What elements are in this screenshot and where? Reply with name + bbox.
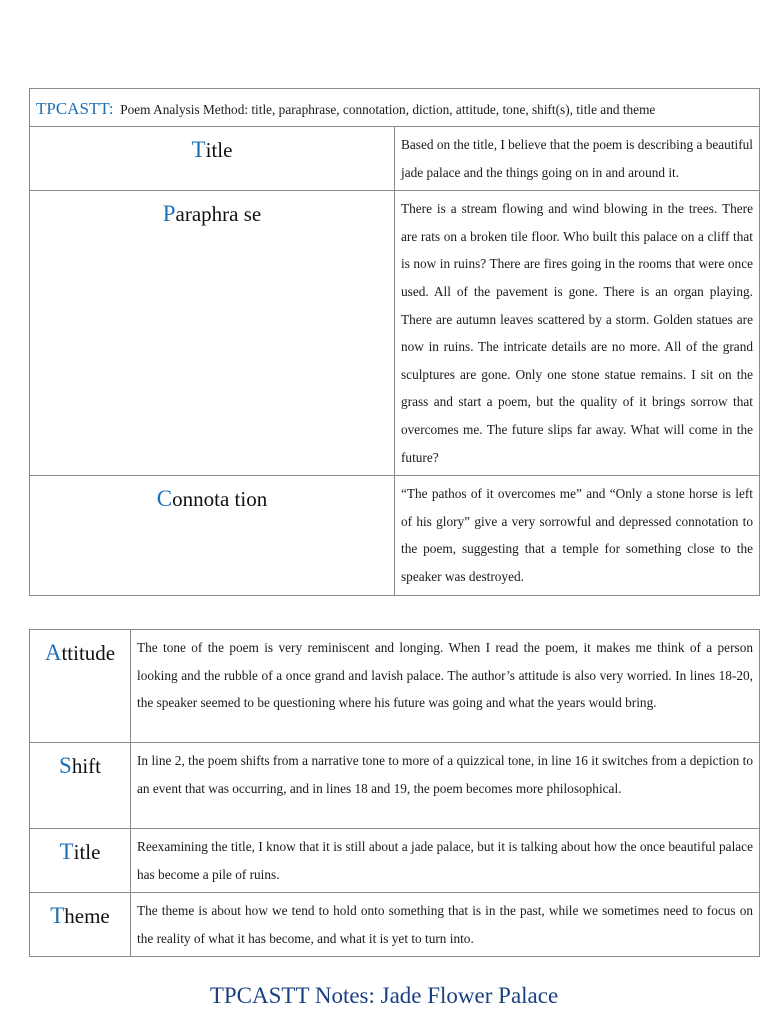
row-label-rest: hift [71, 754, 101, 778]
row-text-connotation: “The pathos of it overcomes me” and “Only a stone horse is left of his glory” give a very sorrowful and depressed connotation to the poem, suggesting that a temple for something close to the speaker was destroyed. [395, 476, 760, 595]
row-label-theme [30, 893, 131, 957]
row-text-title-2: Reexamining the title, I know that it is still about a jade palace, but it is talking about how the once beautiful palace has become a pile of ruins. [131, 829, 760, 893]
row-label-attitude [30, 630, 131, 743]
row-label-shift [30, 743, 131, 829]
row-text-title: Based on the title, I believe that the poem is describing a beautiful jade palace and the things going on in and around it. [395, 127, 760, 191]
header-colon: : [108, 99, 114, 118]
table-row-title-2 [30, 829, 760, 893]
row-label-rest: heme [64, 904, 110, 929]
row-label-title-2 [30, 829, 131, 893]
row-text-paraphrase: There is a stream flowing and wind blowing in the trees. There are rats on a broken tile floor. Who built this palace on a cliff that is now in ruins? There are fires going in the rooms that were once used. All of the pavement is gone. There is an organ playing. There are autumn leaves scattered by a storm. Golden statues are now in ruins. The intricate details are no more. All of the grand sculptures are gone. Only one stone statue remains. I sit on the grass and start a poem, but the quality of it brings sorrow that overcomes me. The future slips far away. What will come in the future? [395, 191, 760, 476]
analysis-table-bottom [29, 629, 760, 957]
row-label-initial: T [50, 903, 65, 929]
row-label-paraphrase [30, 191, 395, 476]
row-text-attitude: The tone of the poem is very reminiscent and longing. When I read the poem, it makes me think of a person looking and the rubble of a once grand and lavish palace. The author’s attitude is also very worried. In lines 18-20, the speaker seemed to be questioning where his future was going and what the years would bring. [131, 630, 760, 743]
table-row-title [30, 127, 760, 191]
table-row-paraphrase [30, 191, 760, 476]
row-label-initial: T [59, 839, 74, 864]
analysis-table-top [29, 88, 760, 596]
row-label-initial: A [44, 640, 62, 665]
table-row-connotation [30, 476, 760, 595]
table-row-theme [30, 893, 760, 957]
table-row-attitude [30, 630, 760, 743]
page-caption: TPCASTT Notes: Jade Flower Palace [209, 983, 559, 1008]
row-label-rest: itle [205, 138, 233, 162]
table-row-shift [30, 743, 760, 829]
row-label-connotation [30, 476, 395, 595]
row-label-initial: T [191, 137, 206, 162]
header-row [30, 89, 760, 127]
row-label-rest: araphra se [175, 202, 262, 227]
header-description: Poem Analysis Method: title, paraphrase, connotation, diction, attitude, tone, shift(s), title and theme [120, 102, 656, 117]
row-text-theme: The theme is about how we tend to hold onto something that is in the past, while we sometimes need to focus on the reality of what it has become, and what it is yet to turn into. [131, 893, 760, 957]
header-cell [30, 89, 760, 127]
row-label-initial: C [156, 486, 173, 512]
header-acronym: TPCASTT [36, 99, 109, 118]
row-label-rest: onnota tion [172, 487, 268, 512]
row-label-initial: P [162, 201, 176, 227]
row-text-shift: In line 2, the poem shifts from a narrative tone to more of a quizzical tone, in line 16 it switches from a depiction to an event that was occurring, and in lines 18 and 19, the poem becomes more philosophical. [131, 743, 760, 829]
row-label-initial: S [59, 753, 72, 778]
row-label-title [30, 127, 395, 191]
row-label-rest: ttitude [61, 641, 116, 665]
row-label-rest: itle [73, 840, 101, 864]
